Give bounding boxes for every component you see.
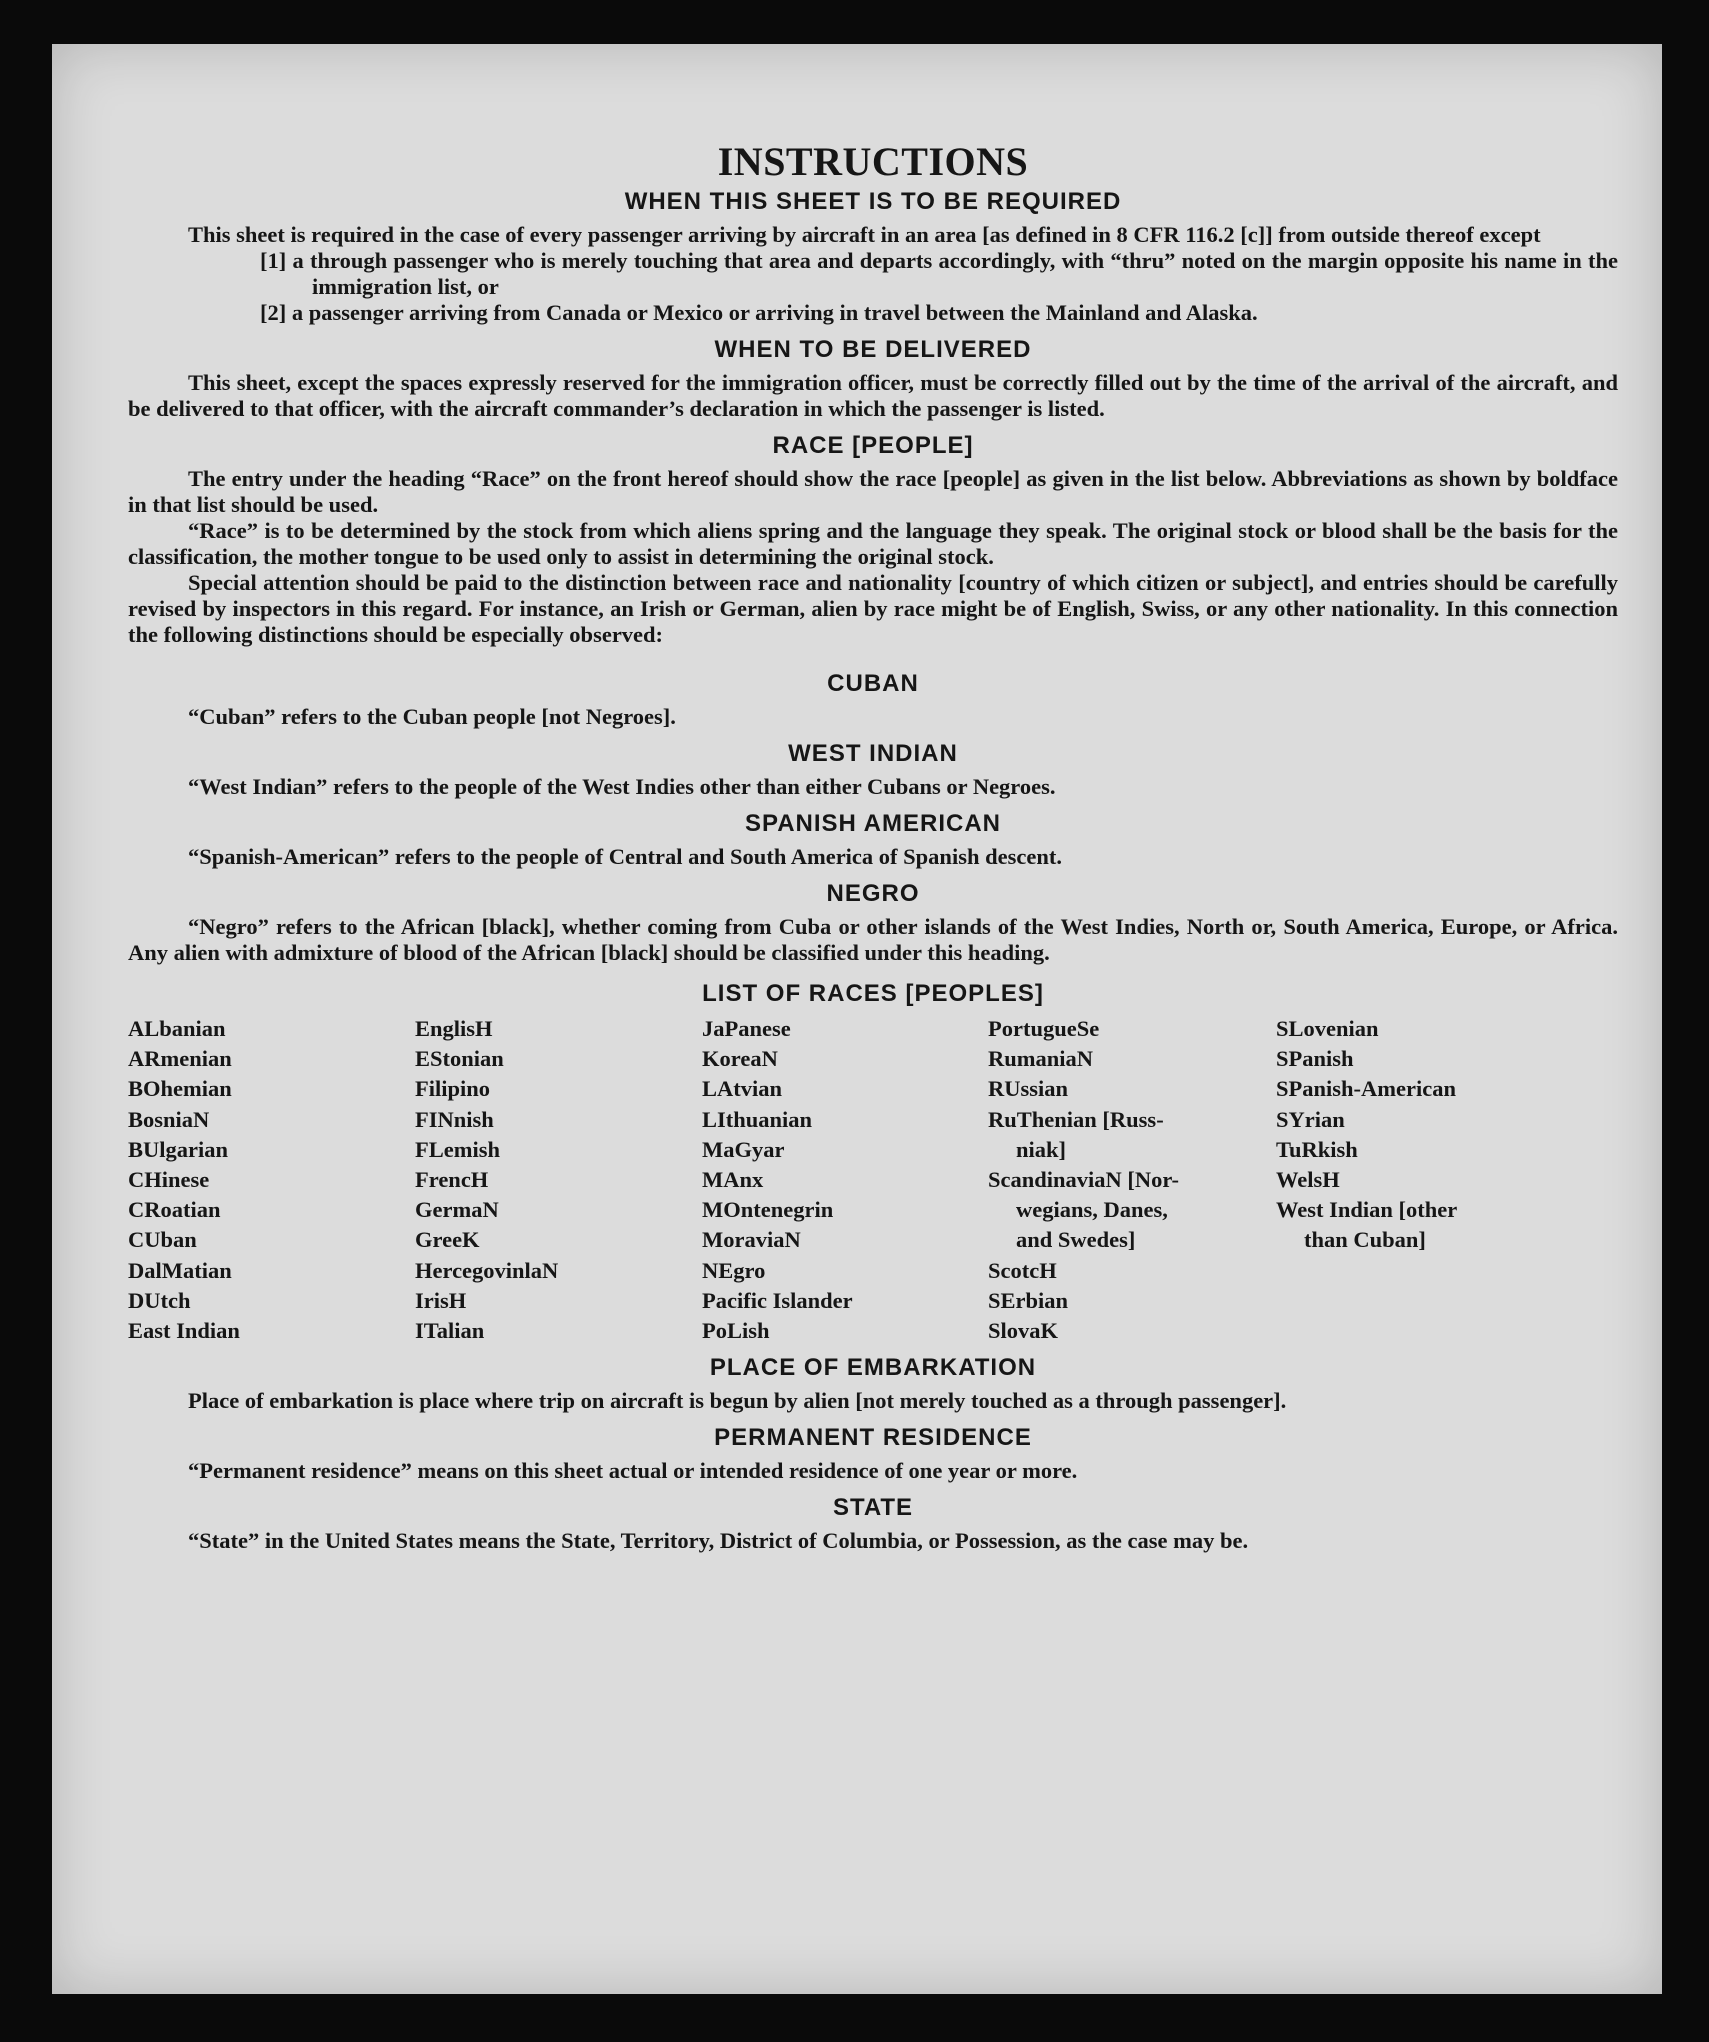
race-entry: MoraviaN <box>702 1227 801 1253</box>
when-required-intro: This sheet is required in the case of every passenger arriving by aircraft in an area [as defined in 8 CFR 116.2 [c]] from outside thereof except <box>188 222 1541 247</box>
race-entry: BOhemian <box>128 1076 232 1102</box>
heading-west-indian: WEST INDIAN <box>788 740 958 767</box>
heading-residence: PERMANENT RESIDENCE <box>714 1424 1032 1452</box>
races-column-2 <box>415 1014 702 1346</box>
races-column-1 <box>128 1014 415 1346</box>
heading-when-required: WHEN THIS SHEET IS TO BE REQUIRED <box>624 188 1122 215</box>
west-indian-text: “West Indian” refers to the people of the West Indies other than either Cubans or Negroes. <box>188 774 1056 799</box>
race-entry: SPanish-American <box>1276 1076 1456 1102</box>
race-entry: East Indian <box>128 1318 240 1344</box>
race-entry: NEgro <box>702 1257 766 1283</box>
negro-text: “Negro” refers to the African [black], whether coming from Cuba or other islands of the West Indies, North or, South America, Europe, or Africa. Any alien with admixture of blood of the African [black] should be classified under this heading. <box>128 914 1618 965</box>
document-sheet <box>52 44 1662 1994</box>
race-entry: SErbian <box>988 1287 1069 1313</box>
race-entry: BUlgarian <box>128 1136 229 1162</box>
race-entry: GreeK <box>415 1227 480 1253</box>
races-column-3 <box>702 1014 988 1346</box>
heading-cuban: CUBAN <box>827 670 919 697</box>
race-entry: ITalian <box>415 1318 485 1344</box>
race-entry: BosniaN <box>128 1106 210 1132</box>
race-entry: Filipino <box>415 1076 491 1102</box>
race-entry: LAtvian <box>702 1076 783 1102</box>
race-entry-continued: and Swedes] <box>1016 1227 1136 1253</box>
race-entry: RumaniaN <box>988 1046 1094 1072</box>
races-column-5 <box>1276 1014 1576 1346</box>
race-entry: RuThenian [Russ- <box>988 1106 1164 1132</box>
embarkation-text: Place of embarkation is place where trip on aircraft is begun by alien [not merely touched as a through passenger]. <box>188 1388 1287 1414</box>
heading-when-delivered: WHEN TO BE DELIVERED <box>714 336 1032 363</box>
state-text: “State” in the United States means the State, Territory, District of Columbia, or Possession, as the case may be. <box>188 1528 1249 1554</box>
race-entry: PortugueSe <box>988 1016 1100 1041</box>
spanish-american-text: “Spanish-American” refers to the people of Central and South America of Spanish descent. <box>188 844 1062 869</box>
race-entry: MaGyar <box>702 1136 785 1162</box>
race-paragraph-1: The entry under the heading “Race” on the front hereof should show the race [people] as given in the list below. Abbreviations as shown by boldface in that list should be used. <box>128 466 1618 517</box>
race-entry-continued: than Cuban] <box>1304 1227 1426 1253</box>
heading-list-of-races: LIST OF RACES [PEOPLES] <box>702 980 1044 1007</box>
race-entry: SlovaK <box>988 1318 1059 1344</box>
heading-state: STATE <box>832 1494 914 1522</box>
cuban-text: “Cuban” refers to the Cuban people [not Negroes]. <box>188 704 676 729</box>
race-entry: FrencH <box>415 1167 489 1193</box>
page-title: INSTRUCTIONS <box>717 139 1029 184</box>
when-required-item-2: [2] a passenger arriving from Canada or Mexico or arriving in travel between the Mainland and Alaska. <box>260 300 1258 325</box>
race-entry: DalMatian <box>128 1257 232 1283</box>
race-paragraph-2: “Race” is to be determined by the stock from which aliens spring and the language they speak. The original stock or blood shall be the basis for the classification, the mother tongue to be used only to assist in determining the original stock. <box>128 518 1618 569</box>
race-entry: ScandinaviaN [Nor- <box>988 1167 1180 1193</box>
race-entry: MOntenegrin <box>702 1197 834 1223</box>
heading-negro: NEGRO <box>826 880 920 907</box>
race-entry: JaPanese <box>702 1016 791 1041</box>
race-entry: ScotcH <box>988 1257 1057 1283</box>
race-entry: Pacific Islander <box>702 1287 853 1313</box>
when-required-item-1: [1] a through passenger who is merely touching that area and departs accordingly, with “thru” noted on the margin opposite his name in the immigration list, or <box>260 248 1618 299</box>
race-entry-continued: niak] <box>1016 1136 1067 1162</box>
races-column-4 <box>988 1014 1276 1346</box>
when-delivered-text: This sheet, except the spaces expressly reserved for the immigration officer, must be correctly filled out by the time of the arrival of the aircraft, and be delivered to that officer, with the aircraft commander’s declaration in which the passenger is listed. <box>128 370 1618 421</box>
race-entry: IrisH <box>415 1287 467 1313</box>
race-entry: SPanish <box>1276 1046 1354 1072</box>
race-entry: SLovenian <box>1276 1016 1379 1041</box>
race-entry: CRoatian <box>128 1197 221 1223</box>
race-entry: WelsH <box>1276 1167 1340 1193</box>
race-entry: EnglisH <box>415 1016 493 1041</box>
race-entry: PoLish <box>702 1318 770 1344</box>
race-entry: MAnx <box>702 1167 764 1193</box>
race-entry: CUban <box>128 1227 197 1253</box>
race-entry: DUtch <box>128 1287 191 1313</box>
instructions-content <box>128 140 1618 1554</box>
race-paragraph-3: Special attention should be paid to the distinction between race and nationality [country of which citizen or subject], and entries should be carefully revised by inspectors in this regard. For instance, an Irish or German, alien by race might be of English, Swiss, or any other nationality. In this connection the following distinctions should be especially observed: <box>128 570 1618 647</box>
race-entry: FLemish <box>415 1136 501 1162</box>
race-entry: TuRkish <box>1276 1136 1358 1162</box>
heading-embarkation: PLACE OF EMBARKATION <box>709 1354 1037 1382</box>
residence-text: “Permanent residence” means on this sheet actual or intended residence of one year or more. <box>188 1458 1078 1484</box>
race-entry: LIthuanian <box>702 1106 813 1132</box>
races-list <box>128 1014 1618 1346</box>
race-entry: West Indian [other <box>1276 1197 1458 1223</box>
race-entry: RUssian <box>988 1076 1069 1102</box>
race-entry: ALbanian <box>128 1016 226 1041</box>
race-entry: KoreaN <box>702 1046 778 1072</box>
race-entry: GermaN <box>415 1197 499 1223</box>
race-entry: EStonian <box>415 1046 504 1072</box>
race-entry: SYrian <box>1276 1106 1345 1132</box>
race-entry: FINnish <box>415 1106 494 1132</box>
race-entry: CHinese <box>128 1167 210 1193</box>
race-entry: HercegovinlaN <box>415 1257 559 1283</box>
heading-race: RACE [PEOPLE] <box>772 432 974 459</box>
race-entry-continued: wegians, Danes, <box>1016 1197 1168 1223</box>
race-entry: ARmenian <box>128 1046 232 1072</box>
heading-spanish-american: SPANISH AMERICAN <box>744 810 1001 837</box>
